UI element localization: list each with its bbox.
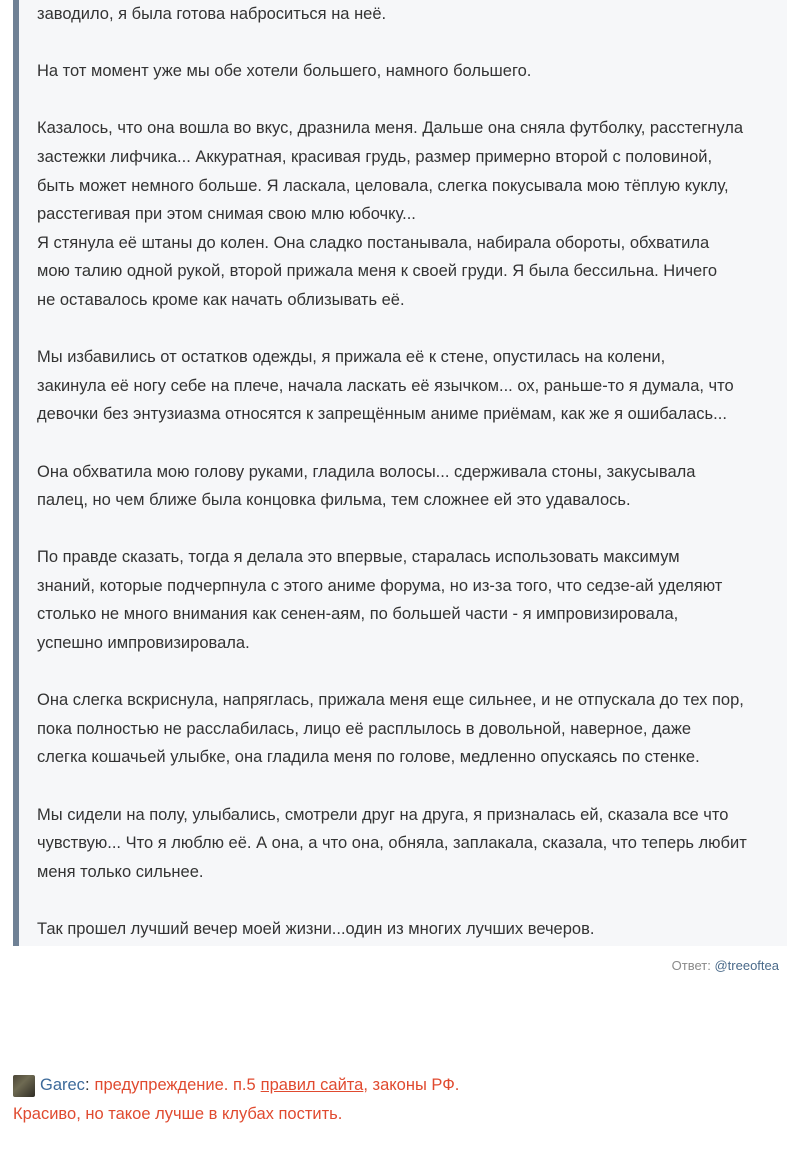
paragraph-gap: [37, 86, 782, 115]
story-line: Так прошел лучший вечер моей жизни...один из многих лучших вечеров.: [37, 920, 595, 938]
story-line: палец, но чем ближе была концовка фильма, тем сложнее ей это удавалось.: [37, 491, 631, 510]
story-text: [37, 0, 782, 944]
paragraph-gap: [37, 429, 782, 458]
story-line: столько не много внимания как сенен-аям, по большей части - я импровизировала,: [37, 605, 679, 624]
story-line: Мы избавились от остатков одежды, я прижала её к стене, опустилась на колени,: [37, 348, 666, 367]
story-line: Я стянула её штаны до колен. Она сладко постанывала, набирала обороты, обхватила: [37, 233, 710, 252]
story-line: быть может немного больше. Я ласкала, целовала, слегка покусывала мою тёплую куклу,: [37, 176, 729, 195]
story-line: Мы сидели на полу, улыбались, смотрели друг на друга, я призналась ей, сказала все что: [37, 805, 729, 824]
story-line: пока полностью не расслабилась, лицо её расплылось в довольной, наверное, даже: [37, 719, 692, 738]
answer-user-link[interactable]: @treeoftea: [714, 958, 779, 973]
story-line: Она обхватила мою голову руками, гладила волосы... сдерживала стоны, закусывала: [37, 462, 696, 481]
moderator-avatar[interactable]: [13, 1075, 35, 1097]
story-line: знаний, которые подчерпнула с этого аниме форума, но из-за того, что седзе-ай уделяют: [37, 576, 723, 595]
moderator-comment: Красиво, но такое лучше в клубах постить.: [13, 1105, 343, 1123]
story-line: слегка кошачьей улыбке, она гладила меня по голове, медленно опускаясь по стенке.: [37, 748, 700, 767]
answer-attribution: [672, 958, 779, 973]
site-rules-link[interactable]: правил сайта: [260, 1076, 364, 1094]
paragraph-gap: [37, 658, 782, 687]
story-line: мою талию одной рукой, второй прижала меня к своей груди. Я была бессильна. Ничего: [37, 262, 718, 281]
paragraph-gap: [37, 772, 782, 801]
story-line: не оставалось кроме как начать облизывать её.: [37, 290, 405, 309]
story-line: девочки без энтузиазма относятся к запрещённым аниме приёмам, как же я ошибалась...: [37, 405, 727, 424]
moderator-username-link[interactable]: Garec: [40, 1076, 85, 1094]
moderator-note: [13, 1071, 788, 1129]
moderator-row: [13, 1071, 788, 1100]
story-line: Казалось, что она вошла во вкус, дразнила меня. Дальше она сняла футболку, расстегнула: [37, 119, 744, 138]
story-line: застежки лифчика... Аккуратная, красивая грудь, размер примерно второй с половиной,: [37, 147, 713, 166]
story-line: На тот момент уже мы обе хотели большего, намного большего.: [37, 62, 532, 81]
story-line: успешно импровизировала.: [37, 634, 250, 653]
paragraph-gap: [37, 315, 782, 344]
answer-label: Ответ:: [671, 958, 711, 973]
story-line: заводило, я была готова наброситься на неё.: [37, 5, 387, 23]
story-line: меня только сильнее.: [37, 862, 204, 881]
paragraph-gap: [37, 515, 782, 544]
story-line: расстегивая при этом снимая свою млю юбочку...: [37, 205, 416, 224]
warning-text: предупреждение. п.5: [94, 1076, 256, 1094]
story-line: Она слегка вскриснула, напряглась, прижала меня еще сильнее, и не отпускала до тех пор,: [37, 691, 744, 710]
paragraph-gap: [37, 29, 782, 58]
paragraph-gap: [37, 886, 782, 915]
story-line: чувствую... Что я люблю её. А она, а что она, обняла, заплакала, сказала, что теперь любит: [37, 834, 747, 853]
story-line: По правде сказать, тогда я делала это впервые, старалась использовать максимум: [37, 548, 680, 567]
warning-suffix: , законы РФ.: [363, 1076, 460, 1094]
moderator-colon: :: [84, 1076, 90, 1094]
story-line: закинула её ногу себе на плече, начала ласкать её язычком... ох, раньше-то я думала, что: [37, 376, 734, 395]
